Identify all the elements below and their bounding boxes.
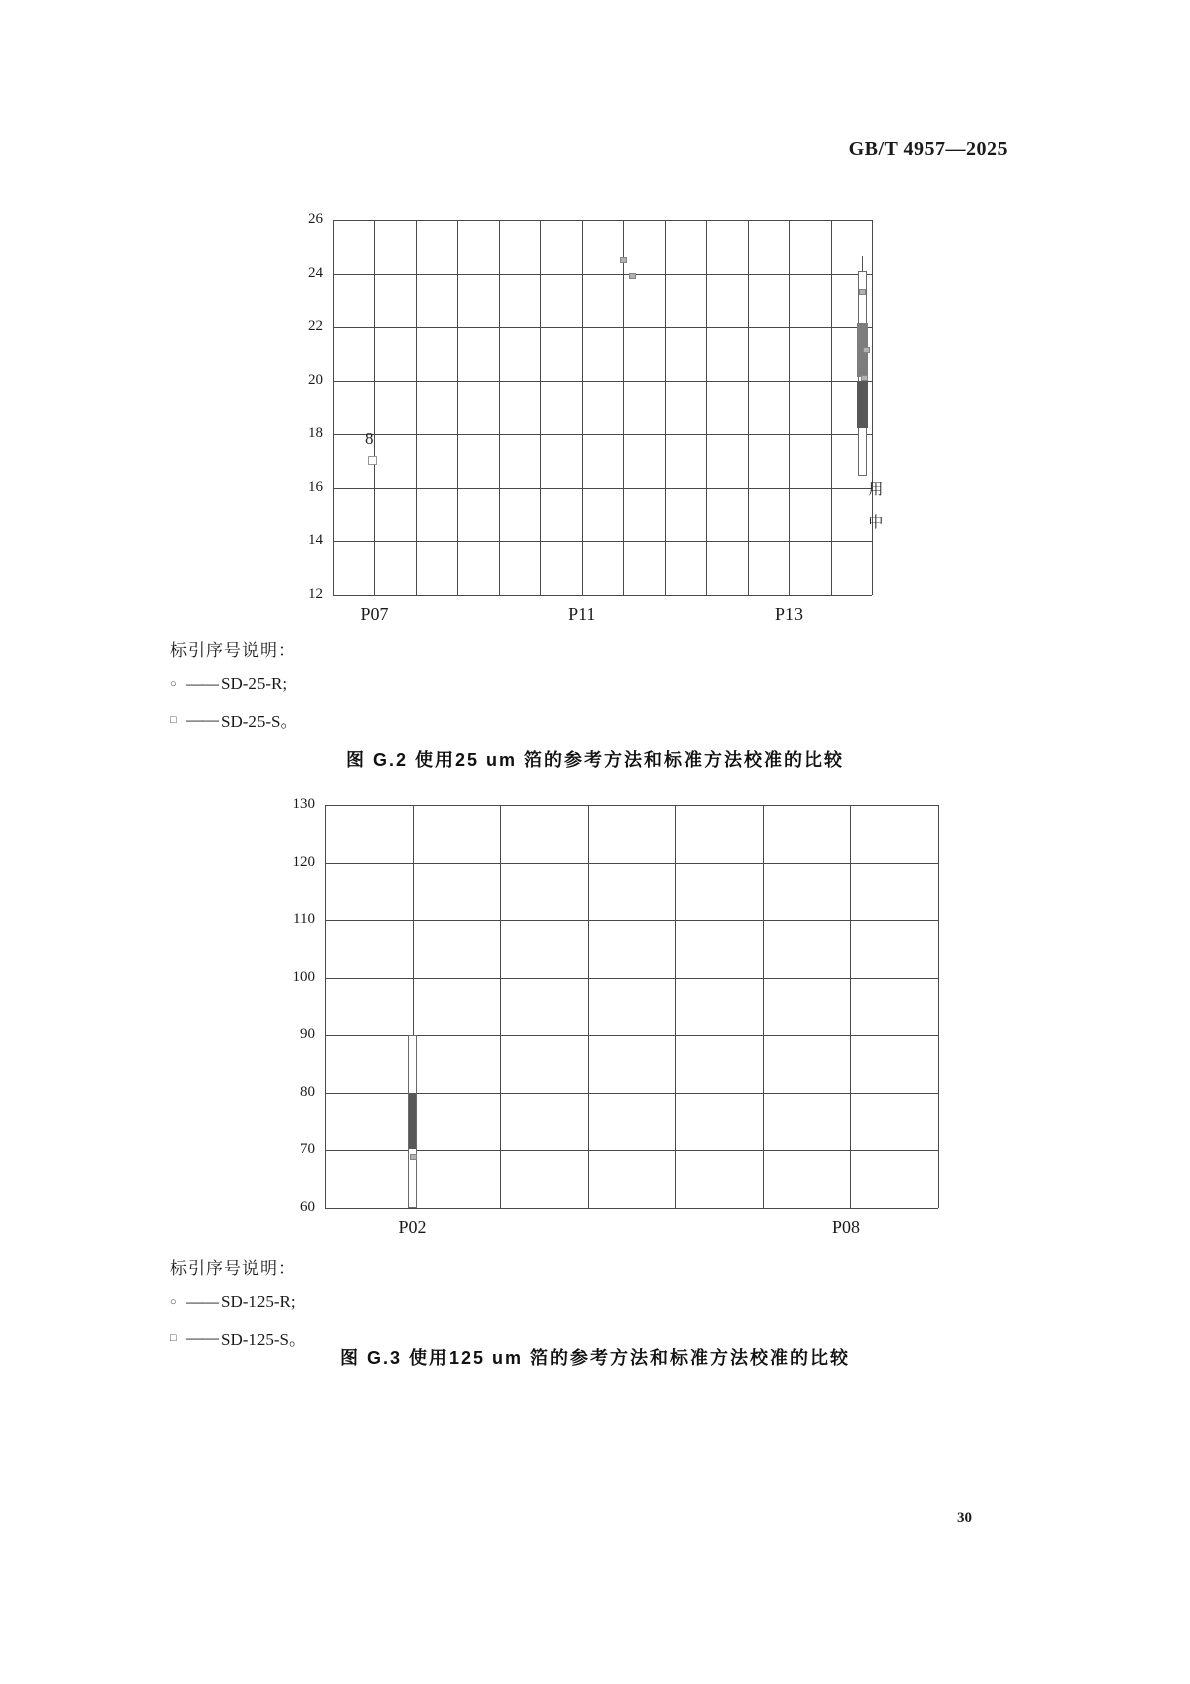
- small-data-marker: [620, 257, 627, 263]
- small-data-marker: [629, 273, 636, 279]
- y-tick-label: 24: [308, 264, 323, 281]
- y-tick-label: 12: [308, 586, 323, 602]
- square-data-marker: [368, 456, 377, 465]
- y-tick-label: 22: [308, 318, 323, 335]
- figure-g3-caption: 图 G.3 使用125 um 箔的参考方法和标准方法校准的比较: [339, 1348, 851, 1368]
- gridline-vertical: [374, 220, 375, 595]
- square-marker-icon: □: [170, 713, 177, 726]
- figure-g2-caption: 图 G.2 使用25 um 箔的参考方法和标准方法校准的比较: [345, 750, 845, 770]
- x-tick-label: P02: [398, 1217, 427, 1237]
- legend-dash: ——: [186, 1292, 218, 1311]
- gridline-horizontal: [333, 327, 872, 328]
- gridline-horizontal: [333, 541, 872, 542]
- legend-title: 标引序号说明：: [170, 641, 296, 660]
- square-marker-icon: □: [170, 1331, 177, 1344]
- gridline-vertical: [500, 805, 501, 1208]
- gridline-vertical: [675, 805, 676, 1208]
- gridline-horizontal: [325, 805, 938, 806]
- gridline-vertical: [789, 220, 790, 595]
- y-tick-label: 80: [300, 1083, 315, 1100]
- page-number: 30: [957, 1510, 972, 1526]
- legend-dash: ——: [186, 674, 218, 693]
- legend-label: SD-125-S。: [221, 1330, 307, 1349]
- gridline-horizontal: [333, 381, 872, 382]
- gridline-horizontal: [333, 434, 872, 435]
- gridline-horizontal: [325, 863, 938, 864]
- legend-item: [170, 674, 298, 694]
- legend-label: SD-25-S。: [221, 712, 298, 731]
- legend-label: SD-125-R;: [221, 1292, 296, 1311]
- y-tick-label: 130: [292, 796, 315, 812]
- range-bar: [409, 1093, 416, 1149]
- annotation-text: 中: [868, 515, 884, 532]
- annotation-text: 8: [364, 429, 374, 449]
- y-tick-label: 16: [308, 478, 323, 495]
- gridline-horizontal: [325, 978, 938, 979]
- gridline-vertical: [872, 220, 873, 595]
- gridline-vertical: [938, 805, 939, 1208]
- gridline-vertical: [850, 805, 851, 1208]
- gridline-vertical: [665, 220, 666, 595]
- y-tick-label: 26: [308, 211, 323, 227]
- legend-label: SD-25-R;: [221, 674, 288, 693]
- annotation-text: 用: [868, 481, 884, 498]
- x-tick-label: P11: [568, 604, 596, 624]
- y-tick-label: 110: [293, 911, 315, 928]
- circle-marker-icon: ○: [170, 678, 177, 690]
- gridline-vertical: [748, 220, 749, 595]
- standard-number: GB/T 4957—2025: [848, 138, 1008, 160]
- y-tick-label: 100: [292, 968, 315, 985]
- gridline-vertical: [763, 805, 764, 1208]
- gridline-vertical: [457, 220, 458, 595]
- figure-g2-chart: [308, 211, 884, 624]
- y-tick-label: 120: [292, 853, 315, 870]
- gridline-vertical: [706, 220, 707, 595]
- small-data-marker: [859, 289, 866, 295]
- figure-g2-legend: [170, 636, 298, 745]
- y-tick-label: 70: [300, 1141, 315, 1158]
- legend-dash: ——: [186, 1327, 218, 1347]
- y-tick-label: 14: [308, 532, 323, 549]
- gridline-vertical: [623, 220, 624, 595]
- y-tick-label: 60: [300, 1199, 315, 1215]
- legend-item: [170, 707, 298, 732]
- gridline-vertical: [540, 220, 541, 595]
- legend-item: [170, 1292, 306, 1312]
- legend-title: 标引序号说明：: [170, 1259, 296, 1278]
- range-bar: [857, 381, 868, 428]
- gridline-horizontal: [325, 920, 938, 921]
- figure-g3-chart: [292, 796, 938, 1237]
- x-tick-label: P07: [360, 604, 389, 624]
- circle-marker-icon: ○: [170, 1296, 177, 1308]
- gridline-vertical: [499, 220, 500, 595]
- gridline-horizontal: [333, 488, 872, 489]
- gridline-vertical: [582, 220, 583, 595]
- gridline-horizontal: [325, 1208, 938, 1209]
- gridline-horizontal: [333, 595, 872, 596]
- gridline-vertical: [588, 805, 589, 1208]
- gridline-horizontal: [333, 220, 872, 221]
- gridline-vertical: [831, 220, 832, 595]
- x-tick-label: P13: [775, 604, 804, 624]
- y-tick-label: 20: [308, 371, 323, 388]
- legend-dash: ——: [186, 709, 218, 729]
- gridline-vertical: [325, 805, 326, 1208]
- small-data-marker: [863, 347, 870, 353]
- gridline-horizontal: [333, 274, 872, 275]
- small-data-marker: [410, 1154, 417, 1160]
- y-tick-label: 90: [300, 1026, 315, 1043]
- y-tick-label: 18: [308, 425, 323, 442]
- gridline-vertical: [333, 220, 334, 595]
- gridline-vertical: [416, 220, 417, 595]
- x-tick-label: P08: [832, 1217, 861, 1237]
